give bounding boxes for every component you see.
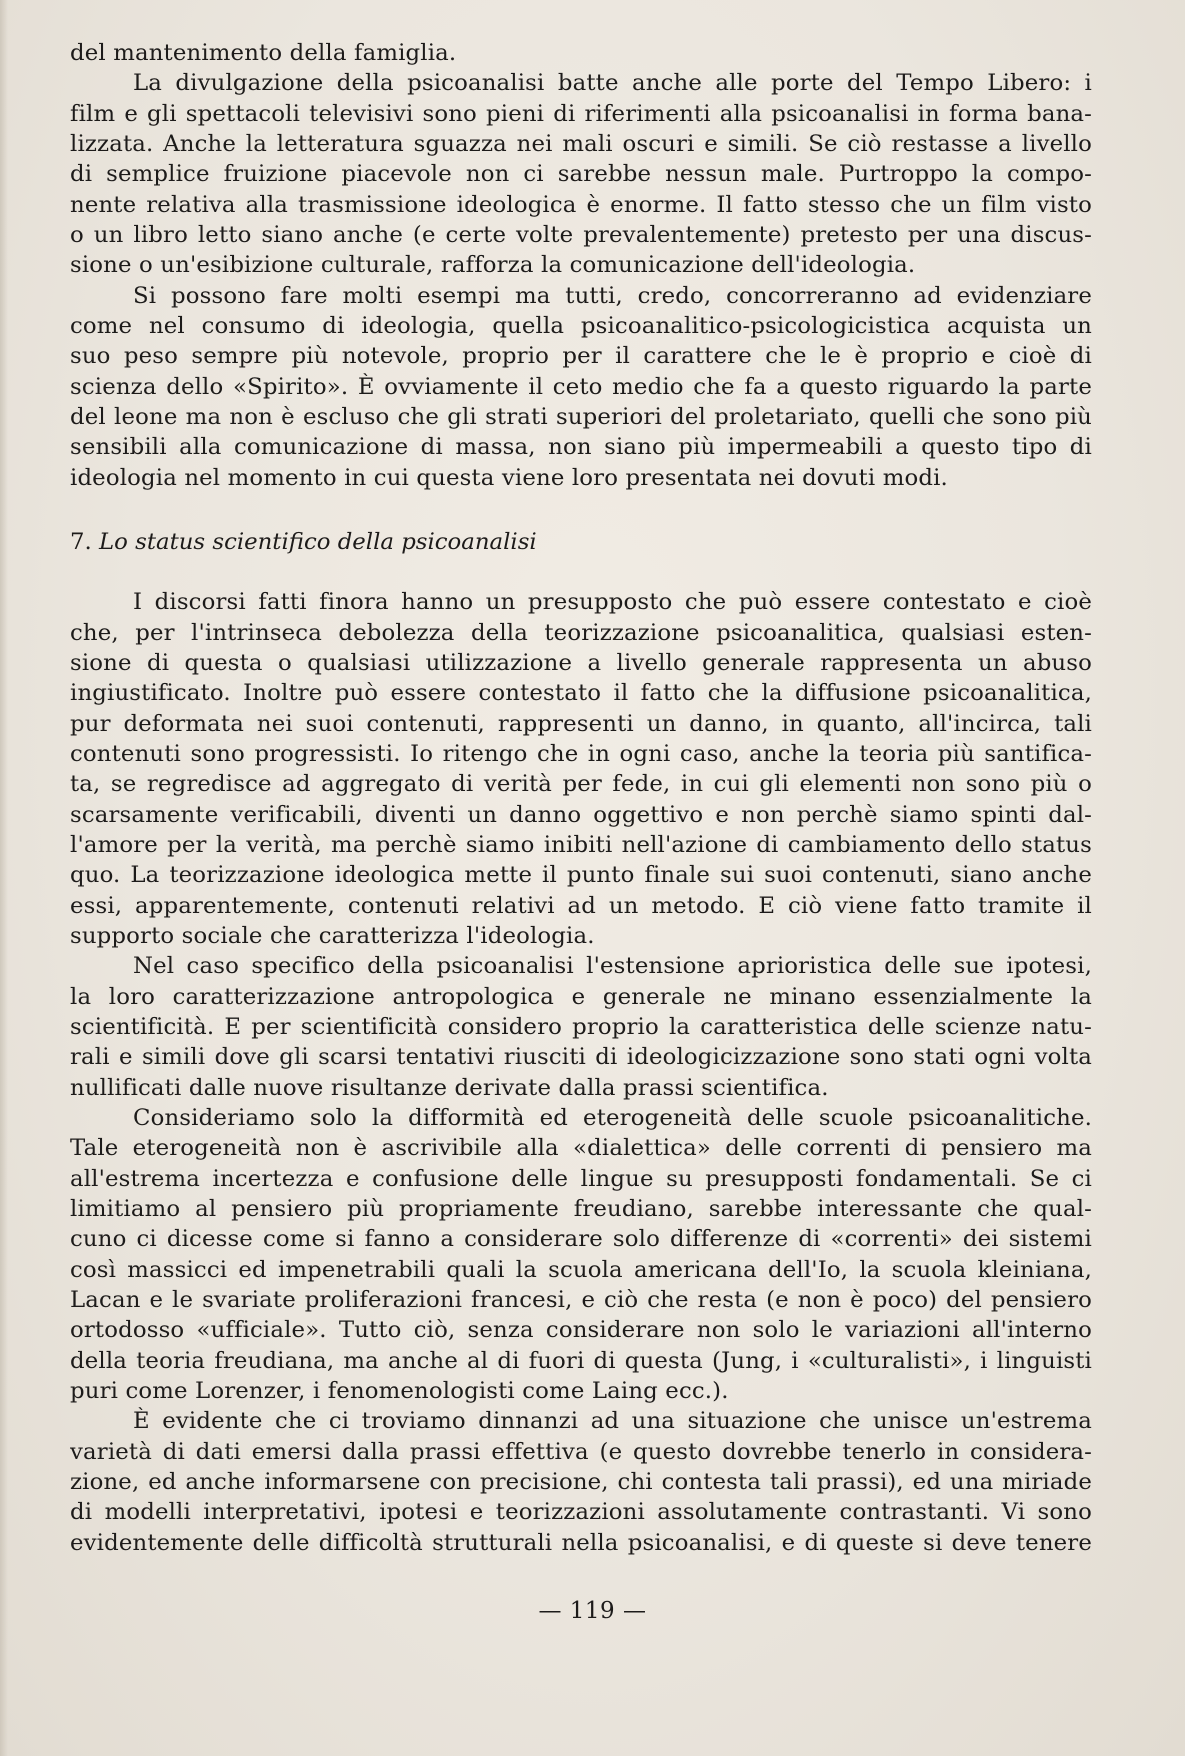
text-line: Tale eterogeneità non è ascrivibile alla «dialettica» delle correnti di pensiero ma	[70, 1135, 1092, 1162]
text-line: pur deformata nei suoi contenuti, rappresenti un danno, in quanto, all'incirca, tali	[70, 710, 1092, 737]
text-line: Si possono fare molti esempi ma tutti, credo, concorreranno ad evidenziare	[133, 282, 1092, 309]
text-line: La divulgazione della psicoanalisi batte anche alle porte del Tempo Libero: i	[133, 70, 1092, 97]
text-line: ortodosso «ufficiale». Tutto ciò, senza considerare non solo le variazioni all'interno	[70, 1317, 1092, 1344]
paragraph	[70, 951, 1092, 1103]
text-line: ta, se regredisce ad aggregato di verità per fede, in cui gli elementi non sono più o	[70, 771, 1092, 798]
text-line: scientificità. E per scientificità considero proprio la caratteristica delle scienze natu-	[70, 1013, 1092, 1040]
text-line: scienza dello «Spirito». È ovviamente il ceto medio che fa a questo riguardo la parte	[70, 373, 1092, 400]
text-line: varietà di dati emersi dalla prassi effettiva (e questo dovrebbe tenerlo in considera-	[70, 1438, 1092, 1465]
text-line: lizzata. Anche la letteratura sguazza nei mali oscuri e simili. Se ciò restasse a livello	[70, 131, 1092, 158]
text-line: Nel caso specifico della psicoanalisi l'estensione aprioristica delle sue ipotesi,	[133, 953, 1092, 980]
text-line: della teoria freudiana, ma anche al di fuori di questa (Jung, i «culturalisti», i linguisti	[70, 1347, 1092, 1374]
text-line: zione, ed anche informarsene con precisione, chi contesta tali prassi), ed una miriade	[70, 1469, 1092, 1496]
text-line: Consideriamo solo la difformità ed eterogeneità delle scuole psicoanalitiche.	[133, 1105, 1092, 1131]
text-line: all'estrema incertezza e confusione delle lingue su presupposti fondamentali. Se ci	[70, 1165, 1092, 1192]
text-line: sensibili alla comunicazione di massa, non siano più impermeabili a questo tipo di	[70, 434, 1092, 461]
text-line: nente relativa alla trasmissione ideologica è enorme. Il fatto stesso che un film visto	[70, 191, 1092, 218]
text-line: sione di questa o qualsiasi utilizzazione a livello generale rappresenta un abuso	[70, 649, 1092, 676]
spacer	[70, 558, 1092, 587]
text-line: limitiamo al pensiero più propriamente freudiano, sarebbe interessante che qual-	[70, 1196, 1092, 1223]
paragraph	[70, 68, 1092, 280]
text-line: o un libro letto siano anche (e certe volte prevalentemente) pretesto per una discus-	[70, 222, 1092, 249]
section-heading	[70, 526, 1092, 558]
paragraph	[70, 281, 1092, 493]
text-line: del leone ma non è escluso che gli strati superiori del proletariato, quelli che sono più	[70, 404, 1092, 431]
text-line: supporto sociale che caratterizza l'ideologia.	[70, 922, 595, 949]
text-line: rali e simili dove gli scarsi tentativi riusciti di ideologicizzazione sono stati ogni volta	[70, 1044, 1092, 1071]
text-line: film e gli spettacoli televisivi sono pieni di riferimenti alla psicoanalisi in forma bana-	[70, 100, 1092, 127]
paragraph	[70, 1103, 1092, 1406]
text-line: contenuti sono progressisti. Io ritengo che in ogni caso, anche la teoria più santifica-	[70, 740, 1092, 767]
paragraph	[70, 1406, 1092, 1558]
page-number: — 119 —	[538, 1598, 647, 1624]
text-line: di semplice fruizione piacevole non ci sarebbe nessun male. Purtroppo la compo-	[70, 161, 1092, 188]
section-number: 7.	[70, 529, 92, 556]
paragraph	[70, 587, 1092, 951]
spacer	[70, 493, 1092, 526]
text-line: così massicci ed impenetrabili quali la scuola americana dell'Io, la scuola kleiniana,	[70, 1256, 1092, 1283]
text-line: ideologia nel momento in cui questa viene loro presentata nei dovuti modi.	[70, 464, 948, 491]
text-line: la loro caratterizzazione antropologica e generale ne minano essenzialmente la	[70, 983, 1092, 1010]
text-line: di modelli interpretativi, ipotesi e teorizzazioni assolutamente contrastanti. Vi sono	[70, 1499, 1092, 1526]
text-line: ingiustificato. Inoltre può essere contestato il fatto che la diffusione psicoanalitica,	[70, 680, 1092, 707]
text-line: Lacan e le svariate proliferazioni francesi, e ciò che resta (e non è poco) del pensiero	[70, 1287, 1092, 1314]
text-line: l'amore per la verità, ma perchè siamo inibiti nell'azione di cambiamento dello status	[70, 831, 1092, 858]
text-line: cuno ci dicesse come si fanno a considerare solo differenze di «correnti» dei sistemi	[70, 1226, 1092, 1253]
text-line: È evidente che ci troviamo dinnanzi ad una situazione che unisce un'estrema	[133, 1408, 1092, 1435]
body-text	[70, 38, 1092, 1558]
text-line: scarsamente verificabili, diventi un danno oggettivo e non perchè siamo spinti dal-	[70, 801, 1092, 828]
text-line: I discorsi fatti finora hanno un presupposto che può essere contestato e cioè	[133, 589, 1092, 616]
text-line: puri come Lorenzer, i fenomenologisti come Laing ecc.).	[70, 1378, 729, 1405]
text-line: che, per l'intrinseca debolezza della teorizzazione psicoanalitica, qualsiasi esten-	[70, 619, 1092, 646]
text-line: essi, apparentemente, contenuti relativi ad un metodo. E ciò viene fatto tramite il	[70, 892, 1092, 919]
text-line: come nel consumo di ideologia, quella psicoanalitico-psicologicistica acquista un	[70, 313, 1092, 340]
text-line: del mantenimento della famiglia.	[70, 40, 457, 66]
text-line: evidentemente delle difficoltà strutturali nella psicoanalisi, e di queste si deve tenere	[70, 1529, 1092, 1556]
text-line: nullificati dalle nuove risultanze derivate dalla prassi scientifica.	[70, 1074, 829, 1101]
section-title: Lo status scientifico della psicoanalisi	[99, 529, 537, 556]
text-line: quo. La teorizzazione ideologica mette il punto finale sui suoi contenuti, siano anche	[70, 862, 1092, 889]
text-line: suo peso sempre più notevole, proprio per il carattere che le è proprio e cioè di	[70, 343, 1092, 370]
text-line: sione o un'esibizione culturale, rafforza la comunicazione dell'ideologia.	[70, 252, 916, 279]
paragraph	[70, 38, 1092, 68]
